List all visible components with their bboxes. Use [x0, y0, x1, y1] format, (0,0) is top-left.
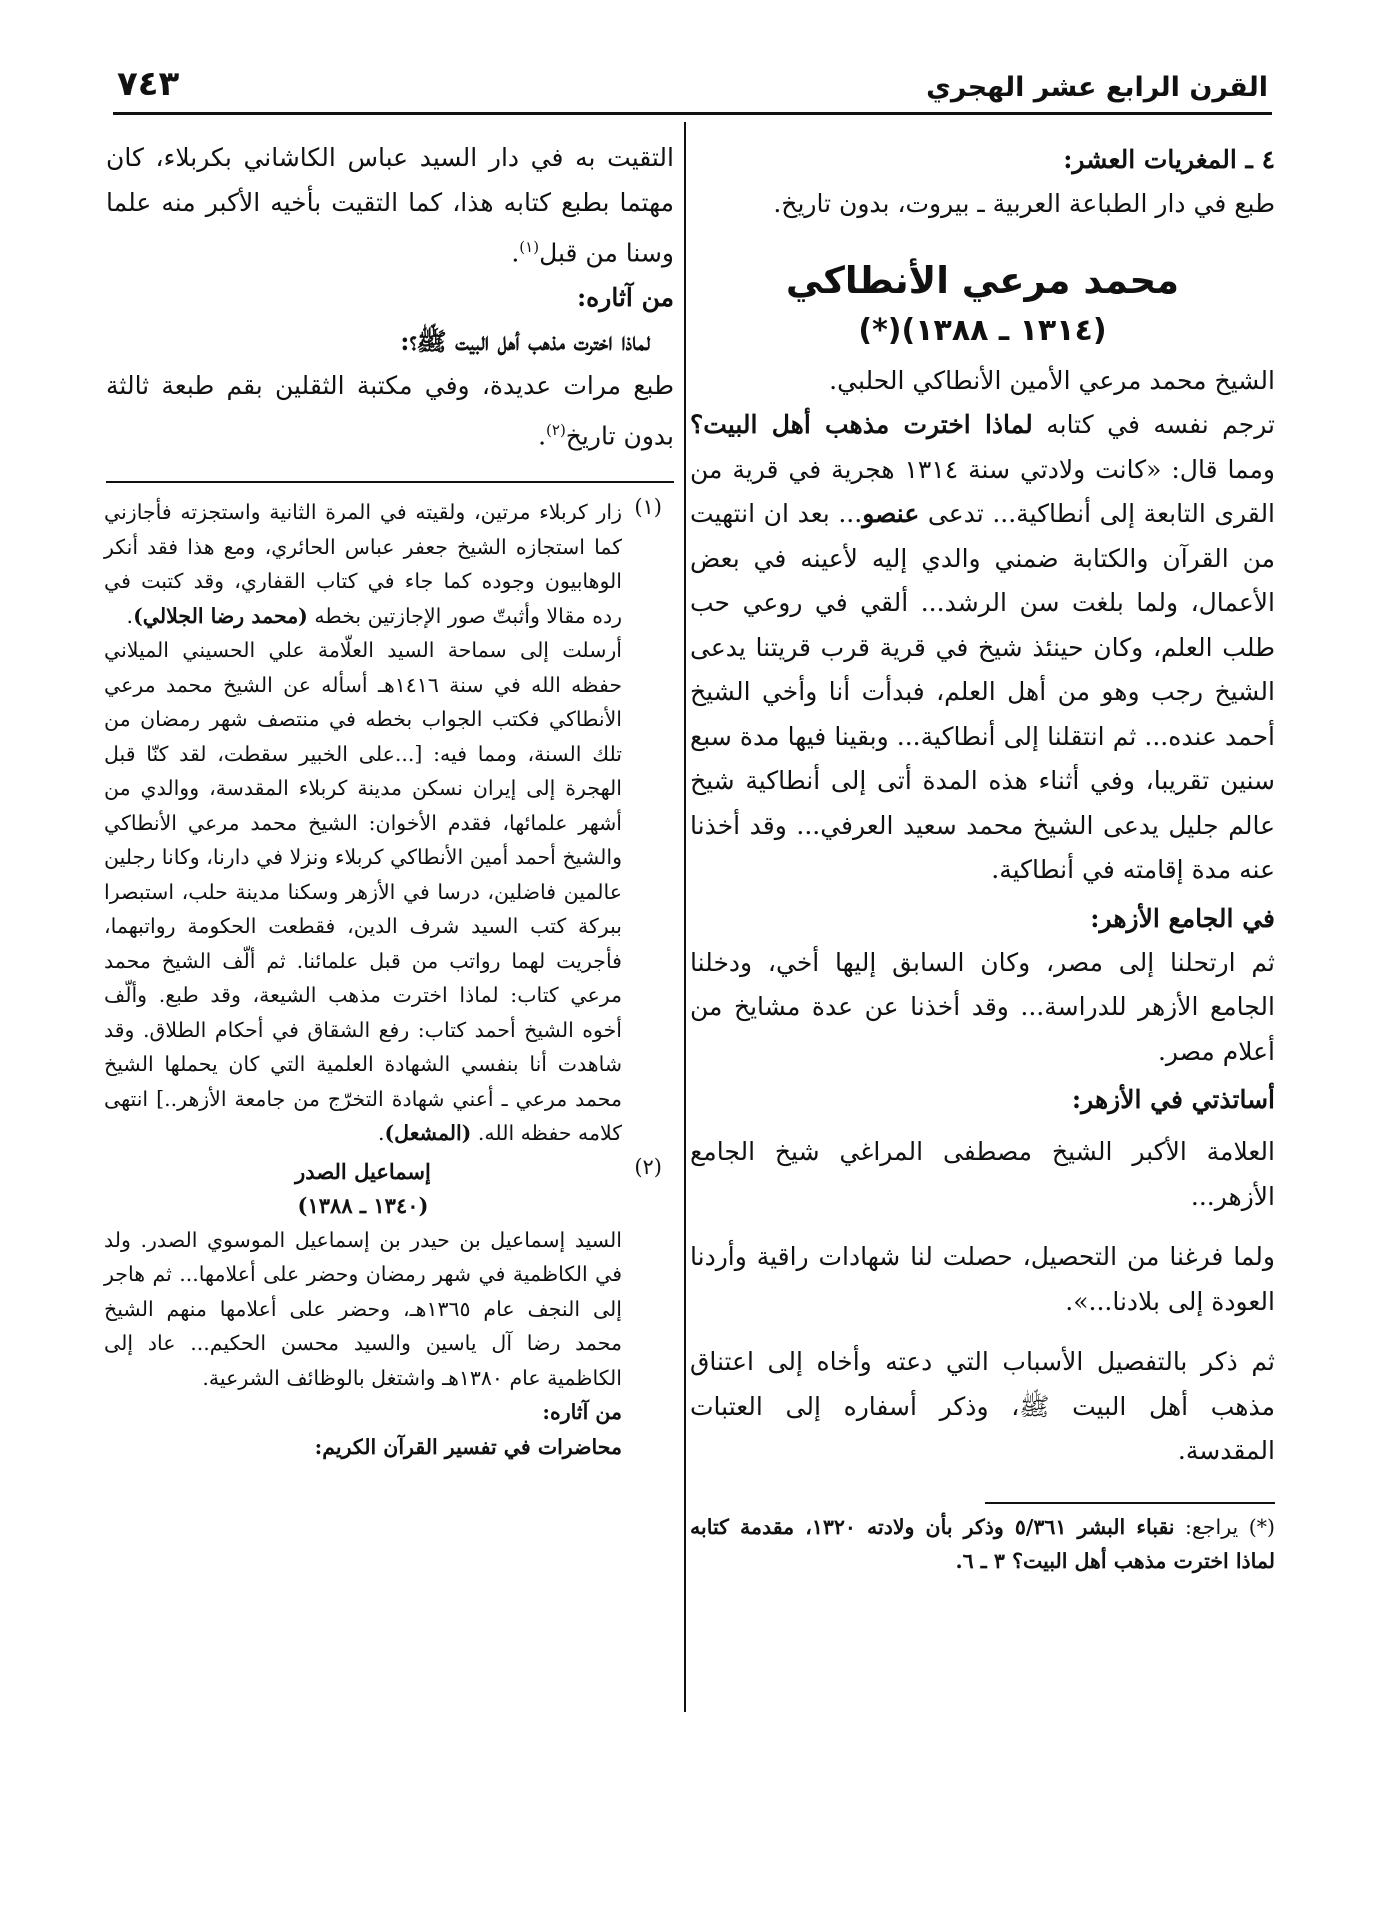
teachers-text: العلامة الأكبر الشيخ مصطفى المراغي شيخ الجامع الأزهر...: [690, 1137, 1275, 1211]
footnote-2-years: (١٣٤٠ ـ ١٣٨٨): [297, 1192, 429, 1218]
page-number: ٧٤٣: [117, 64, 180, 104]
graduation-text: ولما فرغنا من التحصيل، حصلت لنا شهادات راقية وأردنا العودة إلى بلادنا...».: [690, 1242, 1275, 1316]
footnote-2-number: (٢): [634, 1154, 662, 1179]
works-heading: من آثاره:: [576, 282, 674, 312]
book-heading: لماذا اخترت مذهب أهل البيت ﷺ؟:: [400, 326, 650, 356]
azhar-text: ثم ارتحلنا إلى مصر، وكان السابق إليها أخي، ودخلنا الجامع الأزهر للدراسة... وقد أخذنا عن عدة مشايخ من أعلام مصر.: [690, 947, 1275, 1066]
summary-text: ثم ذكر بالتفصيل الأسباب التي دعته وأخاه إلى اعتناق مذهب أهل البيت ﷺ، وذكر أسفاره إلى العتبات المقدسة.: [690, 1347, 1275, 1465]
book-text: طبع مرات عديدة، وفي مكتبة الثقلين بقم طبعة ثالثة بدون تاريخ$^{(٢)}$.: [106, 370, 674, 451]
footnote-2: [104, 1154, 662, 1465]
running-header-title: القرن الرابع عشر الهجري: [926, 72, 1268, 103]
column-divider: [684, 122, 686, 1712]
footnote-2-works: محاضرات في تفسير القرآن الكريم:: [314, 1434, 622, 1459]
footnote-rule: [985, 1502, 1275, 1504]
header-rule: [113, 112, 1272, 115]
footnote-1: [104, 495, 662, 1151]
azhar-heading: في الجامع الأزهر:: [1090, 903, 1275, 933]
footnote-2-works-heading: من آثاره:: [542, 1400, 622, 1425]
right-column: [690, 138, 1275, 1579]
footnote-2-name: إسماعيل الصدر: [295, 1158, 431, 1184]
item4-heading: ٤ ـ المغريات العشر:: [1063, 145, 1275, 174]
biography-footnote: (*) يراجع: نقباء البشر ٥/٣٦١ وذكر بأن ولادته ١٣٢٠، مقدمة كتابه لماذا اخترت مذهب أهل البيت؟ ٣ ـ ٦.: [690, 1514, 1275, 1573]
intro-text: التقيت به في دار السيد عباس الكاشاني بكربلاء، كان مهتما بطبع كتابه هذا، كما التقيت بأخيه الأكبر منه علما وسنا من قبل$^{(١)}$.: [106, 143, 674, 268]
biography-years: (١٣١٤ ـ ١٣٨٨)(*): [858, 312, 1107, 348]
biography-narrative: ترجم نفسه في كتابه لماذا اخترت مذهب أهل البيت؟ ومما قال: «كانت ولادتي سنة ١٣١٤ هجرية في قرية من القرى التابعة إلى أنطاكية... تدعى عنصو... بعد ان انتهيت من القرآن والكتابة ضمني والدي إليه لأعينه في بعض الأعمال، ولما بلغت سن الرشد... ألقي في روعي حب طلب العلم، وكان حينئذ شيخ في قرية قرب قريتنا يدعى الشيخ رجب وهو من أهل العلم، فبدأت أنا وأخي الشيخ أحمد عنده... ثم انتقلنا إلى أنطاكية... وبقينا فيها مدة سبع سنين تقريبا، وفي أثناء هذه المدة أتى إلى أنطاكية شيخ عالم جليل يدعى الشيخ محمد سعيد العرفي... وقد أخذنا عنه مدة إقامته في أنطاكية.: [690, 410, 1276, 884]
footnote-1-text-b: أرسلت إلى سماحة السيد العلّامة علي الحسيني الميلاني حفظه الله في سنة ١٤١٦هـ أسأله عن الشيخ محمد مرعي الأنطاكي فكتب الجواب بخطه في منتصف شهر رمضان من تلك السنة، ومما فيه: [...على الخبير سقطت، لقد كنّا قبل الهجرة إلى إيران نسكن مدينة كربلاء المقدسة، ووالدي من أشهر علمائها، فقدم الأخوان: الشيخ محمد مرعي الأنطاكي والشيخ أحمد أمين الأنطاكي كربلاء ونزلا في دارنا، وكانا رجلين عالمين فاضلين، درسا في الأزهر وسكنا مدينة حلب، استبصرا ببركة كتب السيد شرف الدين، فقطعت الحكومة رواتبهما، فأجريت لهما رواتب من قبل علمائنا. ثم ألّف الشيخ محمد مرعي كتاب: لماذا اخترت مذهب الشيعة، وقد طبع. وألّف أخوه الشيخ أحمد كتاب: رفع الشقاق في أحكام الطلاق. وقد شاهدت أنا بنفسي الشهادة العلمية التي كان يحملها الشيخ محمد مرعي ـ أعني شهادة التخرّج من جامعة الأزهر..] انتهى كلامه حفظه الله. (المشعل).: [104, 638, 622, 1146]
footnote-1-number: (١): [634, 495, 662, 520]
footnote-2-bio: السيد إسماعيل بن حيدر بن إسماعيل الموسوي الصدر. ولد في الكاظمية في شهر رمضان وحضر على أعلامها... ثم هاجر إلى النجف عام ١٣٦٥هـ، وحضر على أعلامها منهم الشيخ محمد رضا آل ياسين والسيد محسن الحكيم... عاد إلى الكاظمية عام ١٣٨٠هـ واشتغل بالوظائف الشرعية.: [104, 1227, 622, 1390]
teachers-heading: أساتذتي في الأزهر:: [1071, 1085, 1275, 1114]
left-column: [106, 136, 674, 1464]
item4-text: طبع في دار الطباعة العربية ـ بيروت، بدون تاريخ.: [773, 189, 1275, 218]
footnote-1-text-a: زار كربلاء مرتين، ولقيته في المرة الثانية واستجزته فأجازني كما استجازه الشيخ جعفر عباس الحائري، ومع هذا فقد أنكر الوهابيون وجوده كما جاء في كتاب القفاري، وقد كتبت في رده مقالا وأثبتّ صور الإجازتين بخطه (محمد رضا الجلالي).: [104, 500, 622, 628]
biography-name: محمد مرعي الأنطاكي: [785, 258, 1180, 302]
biography-intro: الشيخ محمد مرعي الأمين الأنطاكي الحلبي.: [829, 365, 1275, 395]
